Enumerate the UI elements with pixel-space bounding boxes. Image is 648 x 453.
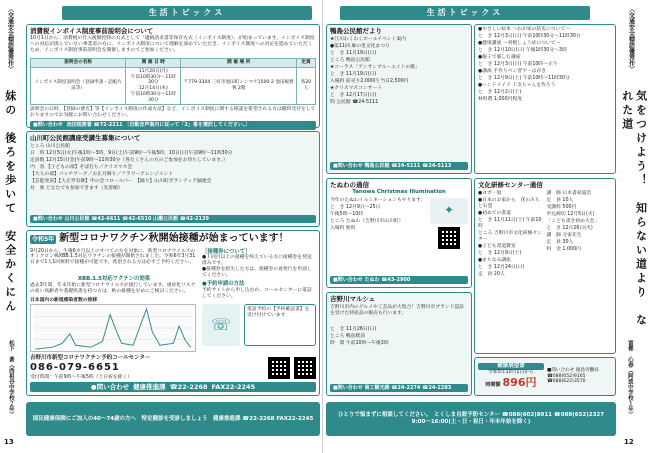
left-side-author: 松下 蒼（西祖谷中学校２年）	[7, 340, 14, 417]
culture-line: ところ 吉野川市文化研修センター	[478, 231, 542, 243]
marche-title: 吉野川マルシェ	[330, 295, 376, 303]
kamojima-line: ★コーラス「アンサンブル・エイトの歌」	[330, 65, 420, 71]
right-side-label: 〈交通安全標語優秀作〉	[627, 6, 635, 72]
covid-title: 新型コロナワクチン秋開始接種が始まっています！	[59, 233, 289, 244]
wage-line2: 時間額	[485, 382, 501, 389]
invoice-th-name: 説明会の名称	[31, 59, 126, 68]
tanowa-title: たぬわの通信	[330, 181, 369, 189]
children-line: 料 金 1,000円	[546, 247, 581, 252]
tanowa-lines	[330, 198, 427, 249]
kamojima-line: 問 公民館 ☎24-5111	[330, 99, 379, 105]
kamojima-line: ●第11回 麻の里文化まつり	[330, 44, 390, 50]
covid-contact-label: ●問い合わせ	[90, 382, 130, 391]
marche-body: 吉野川市内のグルメや工芸品が大集合！吉野川市ブランド認証を受けた特産品の販売も行います。	[330, 305, 465, 317]
children-line: 申込締切 12月5日(火)	[546, 212, 595, 218]
marche-line: ところ 鴨島駅前	[330, 334, 366, 340]
tanowa-sub: Tanowa Christmas Illumination	[352, 189, 446, 196]
culture-line: と き 12月9日(土)	[478, 250, 522, 256]
left-banner: 生活トピックス	[62, 6, 312, 20]
tanowa-qr-code[interactable]	[438, 227, 460, 249]
covid-callcenter-hours: 受付時間：午前9時〜午後5時（土日祝を除く）	[30, 374, 133, 380]
covid-notes-title: ●予約申請の方法	[202, 281, 245, 288]
kamojima-box	[326, 24, 472, 174]
kamojima-box-2	[474, 24, 616, 174]
culture-lines	[478, 191, 544, 279]
left-side-slogan: 妹の 後ろを歩いて 安全かくにん	[3, 90, 17, 314]
kamojima2-line: ●やさしい絵本 〜わが家の防災について〜	[478, 27, 570, 32]
kamojima-line: ところ 鴨島公民館	[330, 58, 370, 64]
invoice-date-1: 11月20日(月)	[138, 68, 168, 74]
invoice-contact-label: ■問い合わせ	[33, 122, 63, 129]
culture-line: 定 員 20人	[478, 271, 505, 277]
kamojima-line: ★江川わくわくホールイベント案内	[330, 37, 406, 43]
invoice-th-date: 開 催 日 時	[126, 59, 181, 68]
culture-title: 文化研修センター通信	[478, 181, 543, 189]
children-line: 定 員 30人	[546, 240, 574, 246]
covid-body2: 過去3年間、年末年始に新型コロナウイルスが流行しています。重症化リスクの高い高齢者や基礎疾患を持つ方は、秋の接種を早めにご検討ください。	[30, 283, 196, 295]
covid-chart-caption: 日本国内の新規感染者数の推移	[30, 298, 98, 304]
covid-phone-box: 電話予約の【予約確認書】を受け付けています	[244, 304, 316, 346]
covid-reservation-line-2: ●接種券を紛失した方は、接種券の再発行を申請してください。	[202, 267, 312, 279]
children-line: 定 員 10人	[546, 198, 574, 204]
invoice-td-place: 〒779-3304 三好市池田町シンマチ1500-2 池田税務署 2階	[181, 67, 297, 104]
kamojima2-line: ●ハンドメイド 干支ちゃんを作ろう	[478, 82, 556, 88]
right-page-number: 12	[624, 438, 634, 446]
invoice-body: 10月1日から、消費税の仕入税額控除の方式として「適格請求書等保存方式（インボイス制度）」が始まっています。インボイス制度への対応が済んでいない事業者の方に、インボイス制度について理解を深めていただき、インボイス制度への対応を進めていただくため、インボイス制度事前説明会を開催しますのでご参加ください。	[30, 36, 315, 54]
invoice-contact-text: 池田税務署 ☎72-2211 〔自動音声案内に従って「2」番を選択してください。〕	[66, 122, 251, 129]
invoice-th-place: 開 催 場 所	[181, 59, 297, 68]
kamojima2-line: ●講演 手作りペン習字・はがき	[478, 68, 547, 74]
kamojima-line: 入場料 前売り2,000円 当日2,500円	[330, 79, 409, 85]
wage-box	[474, 357, 616, 396]
marche-box	[326, 292, 472, 396]
invoice-td-capacity: 各20人	[297, 67, 316, 104]
covid-notes: 予約サイトから申し込むか、コールセンターに電話してください。	[202, 287, 312, 299]
kamojima2-line: 材料費 1,000円程度	[478, 96, 523, 102]
kamojima-contact: ■問い合わせ 鴨島公民館 ☎24-5111 ☎24-5113	[330, 162, 468, 170]
covid-badge: 令和5年	[32, 235, 55, 243]
marche-contact: ■問い合わせ 商工観光課 ☎24-2274 ☎24-2283	[330, 384, 468, 392]
wage-title: 健康展望書	[478, 363, 544, 370]
invoice-note: 説明会の日時、【登録の要否】等【インボイス制度の作成方法】など、インボイス制度に関する相談を希望される方は随時受付をしておりますのでお気軽にお問い合わせください。	[30, 107, 316, 119]
kamojima2-line: と き 12月9日(土) 午前10時〜11時30分	[478, 75, 570, 81]
kamojima2-line: と き 12月3日(日) 午前10時30分〜11時30分	[478, 33, 581, 39]
invoice-td-name: インボイス制度説明会（登録申請・記帳方法等）	[31, 67, 126, 104]
right-banner: 生活トピックス	[340, 6, 590, 20]
culture-line: ●子ども書道教室	[478, 244, 516, 249]
children-line: と き 12月26日(火)	[546, 226, 593, 232]
covid-sub: XBB.1.5対応ワクチンの効果	[77, 275, 151, 282]
kamojima2-line: ●親子で楽しむ講座	[478, 54, 521, 60]
children-line: 「こども書き初め大会」	[546, 219, 600, 225]
culture-line: と き 12月24日(日)	[478, 264, 525, 270]
children-line: 受講料 500円	[546, 205, 577, 211]
covid-box	[26, 230, 320, 396]
culture-line: と き 11月11日(土) 午前10時	[478, 218, 542, 230]
kamojima-line: ★クリスマスコンサート	[330, 86, 383, 92]
invoice-td-dates	[126, 67, 181, 104]
right-footer: ひとりで悩まずに相談してください。 とくしま自殺予防センター ☎088(602)8911 ☎088(652)2327 9:00〜16:00(土・日・祝日・年末年始を除く)	[326, 402, 616, 436]
left-page-number: 13	[4, 438, 14, 446]
covid-body: 9月20日から、生後6カ月以上のすべての方を対象に、新型コロナウイルスのオミクロン株XBB.1.5対応ワクチンの接種が開始されました。令和6年3月31日まで1人1回無料で接種が可能です。希望される方は必ずご予約ください。	[30, 248, 196, 266]
marche-lines	[330, 327, 468, 347]
invoice-title: 消費税インボイス制度事前説明会について	[30, 27, 154, 35]
right-side-author: 富樫 心春（阿波中学校１年）	[626, 340, 633, 417]
kominkan-line: ところ 山川公民館	[30, 144, 70, 150]
tanowa-line: 今年のたぬわイルミネーションもやります。	[330, 197, 426, 203]
invoice-table	[30, 58, 316, 105]
kamojima2-line: ●健康講座 〜骨粗しょう症について〜	[478, 40, 561, 46]
wage-price: 896円	[502, 376, 537, 390]
wage-contact: ■問い合わせ 徳島労働局 ☎088(652)9165 ☎088(622)3570	[547, 367, 599, 385]
culture-line: ●初めての書道	[478, 211, 511, 217]
kamojima2-line: と き 12月10日(日) 午後1時30分〜3時	[478, 47, 567, 53]
covid-callcenter-phone[interactable]: 086-079-6651	[30, 362, 120, 374]
tanowa-line: 午後5時〜10時	[330, 211, 364, 217]
kominkan-line: 対 象 どなたでも参加できます（先着順）	[30, 186, 123, 192]
invoice-box	[26, 24, 320, 128]
kamojima-line: と き 11月19日(日)	[330, 72, 377, 78]
page-gutter	[322, 0, 323, 453]
culture-line: ●ヨガ一般	[478, 191, 502, 197]
covid-qr-code[interactable]	[268, 357, 290, 379]
kominkan-line: 【芸能発表】【大正琴有舞】申の会コロールバー 【踊り】山川町ボランティア踊連会	[30, 179, 212, 185]
covid-illustration: ☏	[202, 304, 240, 346]
kamojima-title: 鴨島公民館だより	[330, 27, 382, 35]
covid-qr-code-2[interactable]	[294, 357, 316, 379]
kominkan-line: 【大人の部】パッチワーク／お正月飾り／フラワーアレンジメント	[30, 172, 174, 178]
marche-line: 時 間 午前10時〜午後3時	[330, 341, 389, 347]
covid-reservation-line-1: ●１回目以上の接種を終えている方に接種券を発送済みです。	[202, 255, 312, 267]
kominkan-line: 定員数 12月15日(金)午前9時〜11時30分（各たくさんの方のご参加をお待ちしています。）	[30, 158, 228, 164]
covid-contact	[30, 382, 316, 392]
culture-line: ●まちなみ講座	[478, 257, 511, 263]
covid-callcenter-label: 吉野川市新型コロナワクチン予約コールセンター	[30, 355, 151, 362]
tanowa-box	[326, 178, 472, 288]
culture-box	[474, 178, 616, 354]
kominkan-line: 日 時 12月5日(火)午後1時〜3時、9日(土)午前9時〜午後5時、10日(日)午前9時〜11時30分	[30, 151, 233, 157]
marche-line: と き 11月26日(日)	[330, 327, 377, 333]
wage-line1: 令和5年10月1日から	[488, 370, 534, 376]
covid-contact-fax: FAX22-2245	[211, 382, 256, 391]
children-line: 講 師 分家先生	[546, 233, 582, 239]
tanowa-line: ところ たぬわ（吉野川市山川町）	[330, 218, 404, 224]
children-lines	[547, 191, 613, 279]
invoice-date-4: 午前10時30分〜11時30分	[130, 91, 176, 103]
kamojima-lines	[330, 37, 468, 106]
covid-contact-name: 健康推進課	[133, 382, 166, 391]
kamojima2-line: と き 12月2日(土)	[478, 89, 522, 95]
kamojima-line: と き 12月17日(日)	[330, 93, 377, 98]
invoice-date-3: 12月14日(木)	[138, 86, 168, 92]
right-side-slogan: 気をつけよう！ 知らない道より なれた道	[620, 90, 648, 328]
kominkan-contact: ■問い合わせ 山川公民館 ☎42-6611 ☎42-6510 山瀬公民館 ☎42-2139	[30, 215, 316, 223]
children-line: 講 師 日本書家協会	[546, 191, 592, 197]
tanowa-line: 入場料 無料	[330, 225, 356, 231]
covid-contact-phone[interactable]: ☎22-2268	[169, 382, 208, 391]
tanowa-illustration: ✦	[430, 198, 468, 224]
invoice-th-capacity: 定員	[297, 59, 316, 68]
kominkan-box	[26, 131, 320, 227]
kominkan-title: 山川町公民館講座受講生募集について	[30, 134, 141, 142]
kamojima-line: と き 11月19日(日)	[330, 51, 377, 57]
culture-line: ●日本のお家から 花のみちと石畳	[478, 198, 540, 210]
invoice-contact	[30, 121, 316, 129]
invoice-date-2: 午前10時30分〜11時30分	[130, 74, 176, 86]
kominkan-line: 内 容 【子どもの部】そば打ち／クリスマス会	[30, 165, 133, 171]
covid-reservation-title: ［接種券について］	[202, 248, 251, 255]
kamojima-lines-2	[478, 27, 612, 103]
tanowa-contact: ■問い合わせ たぬわ ☎43-2900	[330, 276, 468, 284]
left-footer: 国民健康保険にご加入の40〜74歳の方へ 特定健診を受診しましょう 健康推進課 ☎22-2268 FAX22-2245	[26, 402, 320, 436]
covid-chart	[30, 304, 196, 352]
kominkan-lines	[30, 144, 316, 192]
kamojima2-line: と き 12月3日(日) 午前10時〜正午	[478, 61, 558, 67]
tanowa-line: と き 12月9日〜25日	[330, 204, 381, 210]
left-side-label: 〈交通安全標語優秀作〉	[6, 6, 14, 72]
